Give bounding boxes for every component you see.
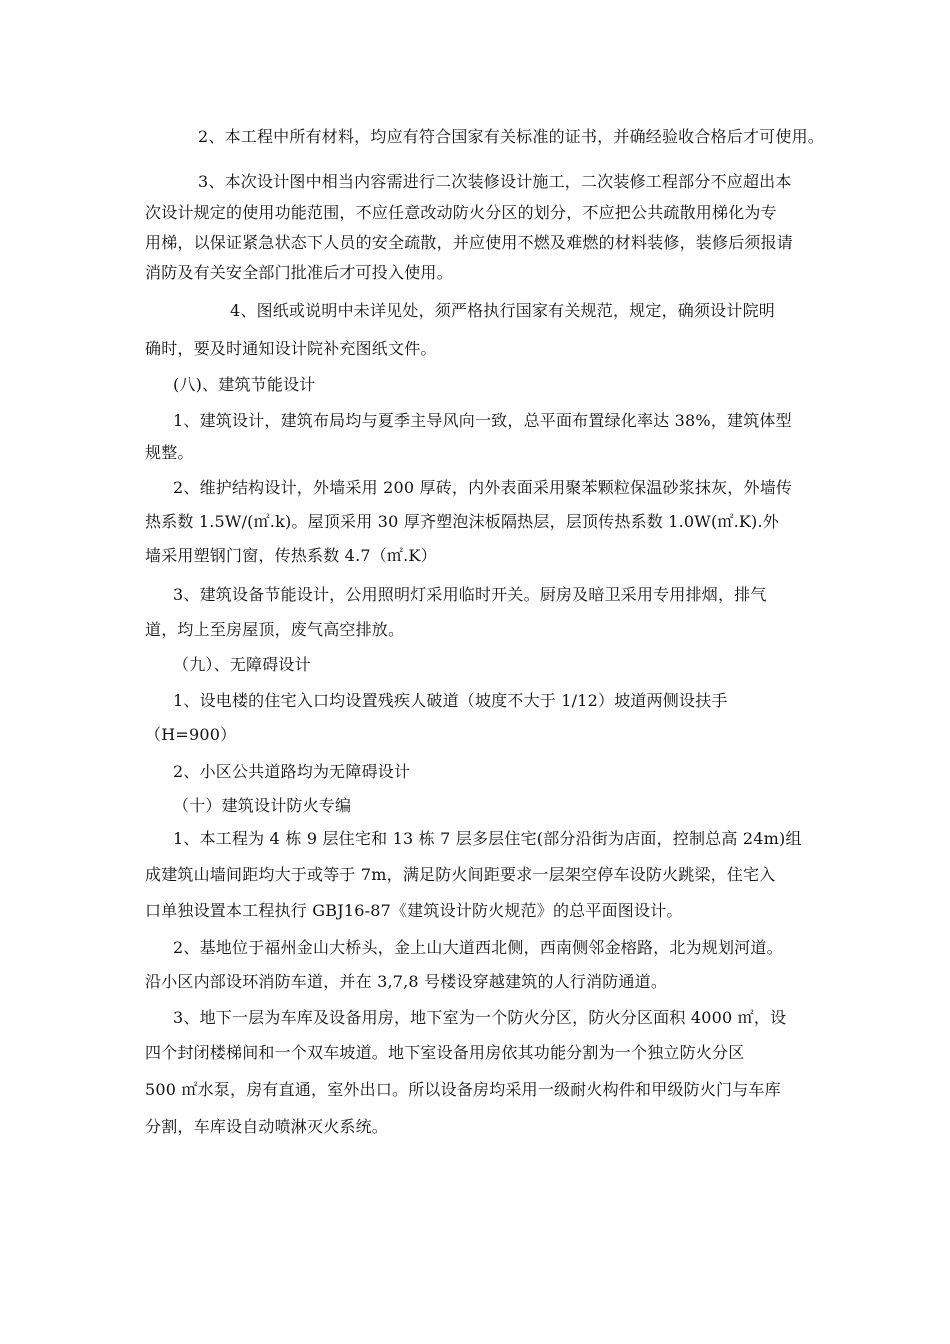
text-line: 2、维护结构设计，外墙采用 200 厚砖，内外表面采用聚苯颗粒保温砂浆抹灰，外墙传 bbox=[173, 478, 793, 497]
text-line: 墙采用塑钢门窗，传热系数 4.7（㎡.K） bbox=[145, 546, 437, 565]
text-line: 次设计规定的使用功能范围，不应任意改动防火分区的划分，不应把公共疏散用梯化为专 bbox=[145, 203, 777, 222]
text-line: 2、基地位于福州金山大桥头，金上山大道西北侧，西南侧邻金榕路，北为规划河道。 bbox=[173, 938, 783, 957]
text-line: 热系数 1.5W/(㎡.k)。屋顶采用 30 厚齐塑泡沫板隔热层，层顶传热系数 1.0W(㎡.K).外 bbox=[145, 512, 779, 531]
text-line: （H=900） bbox=[145, 725, 237, 744]
text-line: 口单独设置本工程执行 GBJ16-87《建筑设计防火规范》的总平面图设计。 bbox=[145, 901, 683, 920]
text-line: 道，均上至房屋顶，废气高空排放。 bbox=[145, 620, 405, 639]
text-line: 500 ㎡水泵，房有直通，室外出口。所以设备房均采用一级耐火构件和甲级防火门与车库 bbox=[145, 1080, 781, 1099]
section-heading: （十）建筑设计防火专编 bbox=[173, 796, 352, 815]
text-line: 确时，要及时通知设计院补充图纸文件。 bbox=[145, 339, 437, 358]
text-line: 用梯，以保证紧急状态下人员的安全疏散，并应使用不燃及难燃的材料装修，装修后须报请 bbox=[145, 233, 794, 252]
text-line: 1、设电楼的住宅入口均设置残疾人破道（坡度不大于 1/12）坡道两侧设扶手 bbox=[173, 691, 728, 710]
text-line: 4、图纸或说明中未详见处，须严格执行国家有关规范，规定，确须设计院明 bbox=[230, 301, 775, 320]
text-line: 1、本工程为 4 栋 9 层住宅和 13 栋 7 层多层住宅(部分沿街为店面，控制总高 24m)组 bbox=[173, 829, 802, 848]
text-line: 成建筑山墙间距均大于或等于 7m，满足防火间距要求一层架空停车设防火跳梁，住宅入 bbox=[145, 865, 776, 884]
text-line: 四个封闭楼梯间和一个双车坡道。地下室设备用房依其功能分割为一个独立防火分区 bbox=[145, 1043, 745, 1062]
text-line: 3、地下一层为车库及设备用房，地下室为一个防火分区，防火分区面积 4000 ㎡，设 bbox=[173, 1008, 787, 1027]
section-heading: （九）、无障碍设计 bbox=[173, 655, 311, 674]
text-line: 沿小区内部设环消防车道，并在 3,7,8 号楼设穿越建筑的人行消防通道。 bbox=[145, 972, 668, 991]
text-line: 2、小区公共道路均为无障碍设计 bbox=[173, 762, 411, 781]
text-line: 3、建筑设备节能设计，公用照明灯采用临时开关。厨房及暗卫采用专用排烟，排气 bbox=[173, 585, 767, 604]
text-line: 消防及有关安全部门批准后才可投入使用。 bbox=[145, 263, 453, 282]
text-line: 2、本工程中所有材料，均应有符合国家有关标准的证书，并确经验收合格后才可使用。 bbox=[198, 127, 824, 146]
text-line: 规整。 bbox=[145, 443, 194, 462]
text-line: 分割，车库设自动喷淋灭火系统。 bbox=[145, 1117, 389, 1136]
section-heading: (八)、建筑节能设计 bbox=[173, 375, 316, 394]
text-line: 1、建筑设计，建筑布局均与夏季主导风向一致，总平面布置绿化率达 38%，建筑体型 bbox=[173, 411, 792, 430]
text-line: 3、本次设计图中相当内容需进行二次装修设计施工，二次装修工程部分不应超出本 bbox=[198, 172, 792, 191]
